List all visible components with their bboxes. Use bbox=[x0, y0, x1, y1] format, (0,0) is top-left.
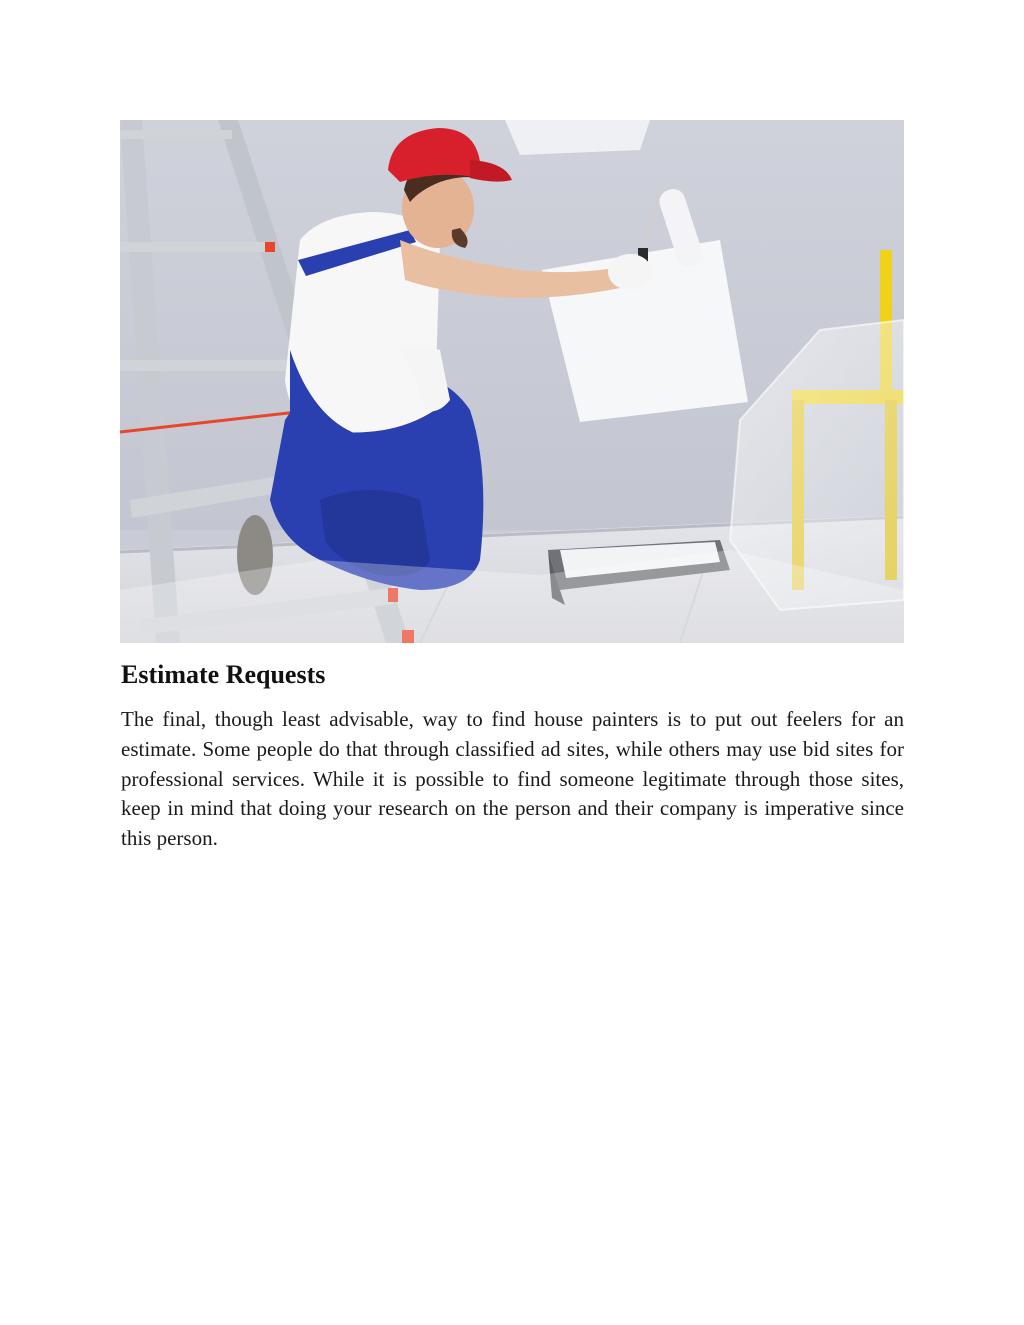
body-paragraph: The final, though least advisable, way to find house painters is to put out feelers for an estimate. Some people do that through classified ad sites, while others may use bid sites for professional services. While it is possible to find someone legitimate through those sites, keep in mind that doing your research on the person and their company is imperative since this person. bbox=[121, 707, 904, 851]
painter-illustration bbox=[120, 120, 904, 643]
painter-photo bbox=[120, 120, 904, 643]
section-heading: Estimate Requests bbox=[121, 660, 326, 689]
